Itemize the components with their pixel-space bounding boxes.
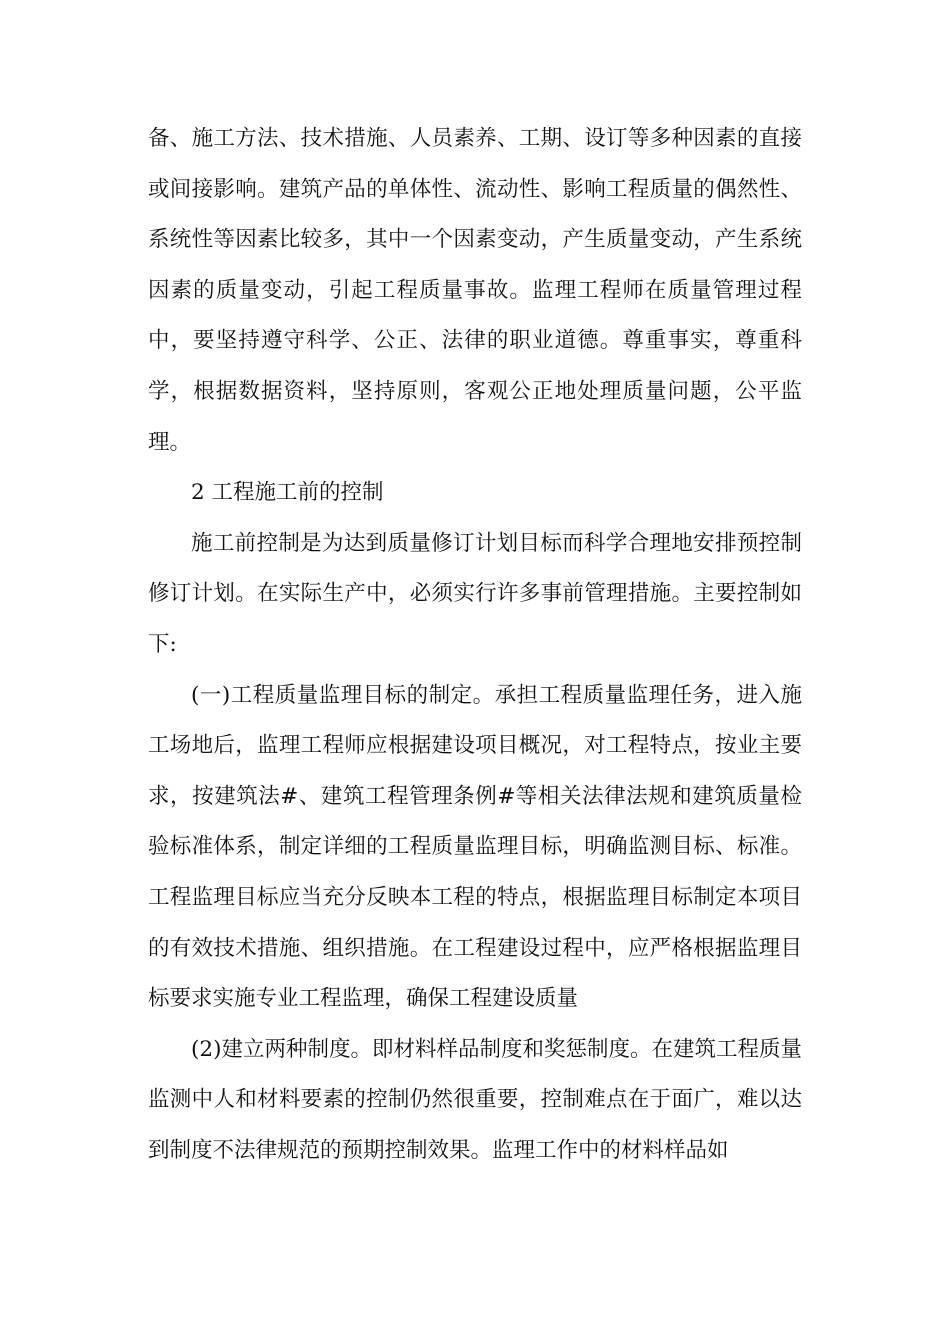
document-body: [148, 114, 802, 1176]
section-heading: 2 工程施工前的控制: [191, 480, 384, 506]
paragraph-quality-objectives: (一)工程质量监理目标的制定。承担工程质量监理任务，进入施工场地后，监理工程师应根据建设项目概况，对工程特点，按业主要求，按建筑法#、建筑工程管理条例#等相关法律法规和建筑质量检验标准体系，制定详细的工程质量监理目标，明确监测目标、标准。工程监理目标应当充分反映本工程的特点，根据监理目标制定本项目的有效技术措施、组织措施。在工程建设过程中，应严格根据监理目标要求实施专业工程监理，确保工程建设质量: [148, 682, 802, 1012]
paragraph-continuation: 备、施工方法、技术措施、人员素养、工期、设订等多种因素的直接或间接影响。建筑产品的单体性、流动性、影响工程质量的偶然性、系统性等因素比较多，其中一个因素变动，产生质量变动，产生系统因素的质量变动，引起工程质量事故。监理工程师在质量管理过程中，要坚持遵守科学、公正、法律的职业道德。尊重事实，尊重科学，根据数据资料，坚持原则，客观公正地处理质量问题，公平监理。: [148, 126, 802, 455]
paragraph-pre-construction-control: 施工前控制是为达到质量修订计划目标而科学合理地安排预控制修订计划。在实际生产中，必须实行许多事前管理措施。主要控制如下:: [148, 530, 802, 657]
paragraph-two-systems: (2)建立两种制度。即材料样品制度和奖惩制度。在建筑工程质量监测中人和材料要素的控制仍然很重要，控制难点在于面广，难以达到制度不法律规范的预期控制效果。监理工作中的材料样品如: [148, 1036, 802, 1163]
